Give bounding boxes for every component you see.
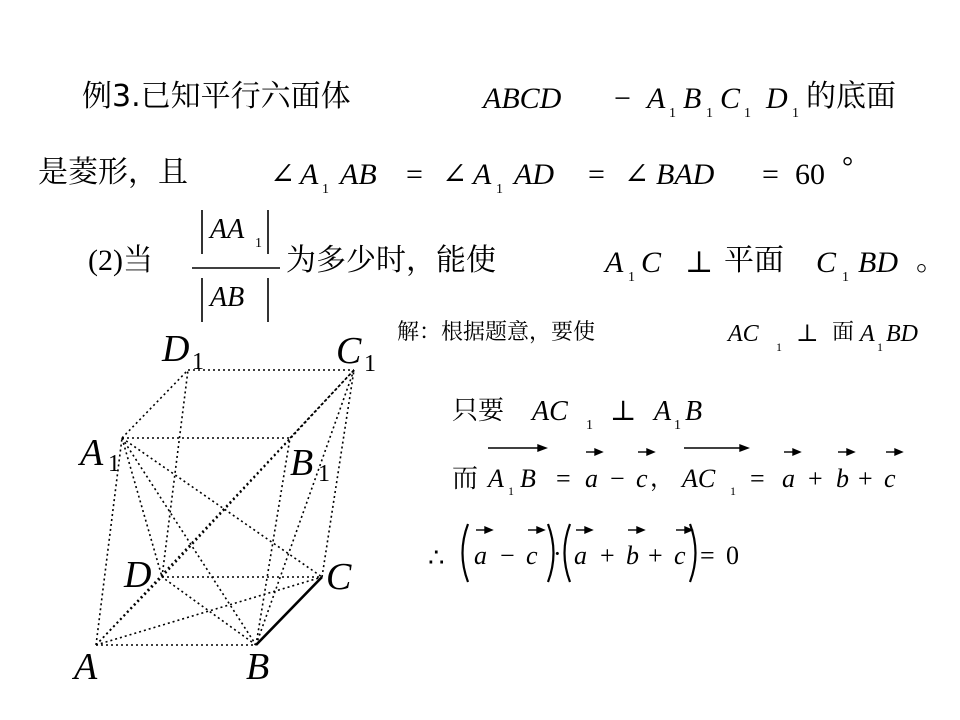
vector-arrows <box>476 445 902 533</box>
problem-title-suffix: 的底面 <box>806 79 896 114</box>
edge-A1D1 <box>122 370 188 438</box>
problem-title: 例3.已知平行六面体 <box>82 79 351 114</box>
diag-A1B <box>122 438 256 645</box>
and-label: 而 <box>452 464 479 494</box>
condition-text: 为多少时，能使 <box>286 243 496 278</box>
label-C: C <box>326 556 352 598</box>
label-D: D <box>124 554 152 596</box>
big-parentheses <box>463 524 696 582</box>
label-A: A <box>74 646 98 688</box>
edge-DD1 <box>162 370 188 577</box>
ratio-fraction-graphics <box>192 210 280 322</box>
diag-BC1 <box>256 370 354 645</box>
rhombus-statement: 是菱形，且 <box>38 155 188 190</box>
label-B: B <box>246 646 270 688</box>
parallelepiped-figure <box>96 370 354 645</box>
part-label: (2)当 <box>88 244 153 277</box>
therefore-symbol: ∴ <box>428 543 445 572</box>
only-need-label: 只要 <box>452 396 505 426</box>
diag-BD <box>162 577 256 645</box>
solution-intro: 解：根据题意，要使 <box>397 320 596 345</box>
